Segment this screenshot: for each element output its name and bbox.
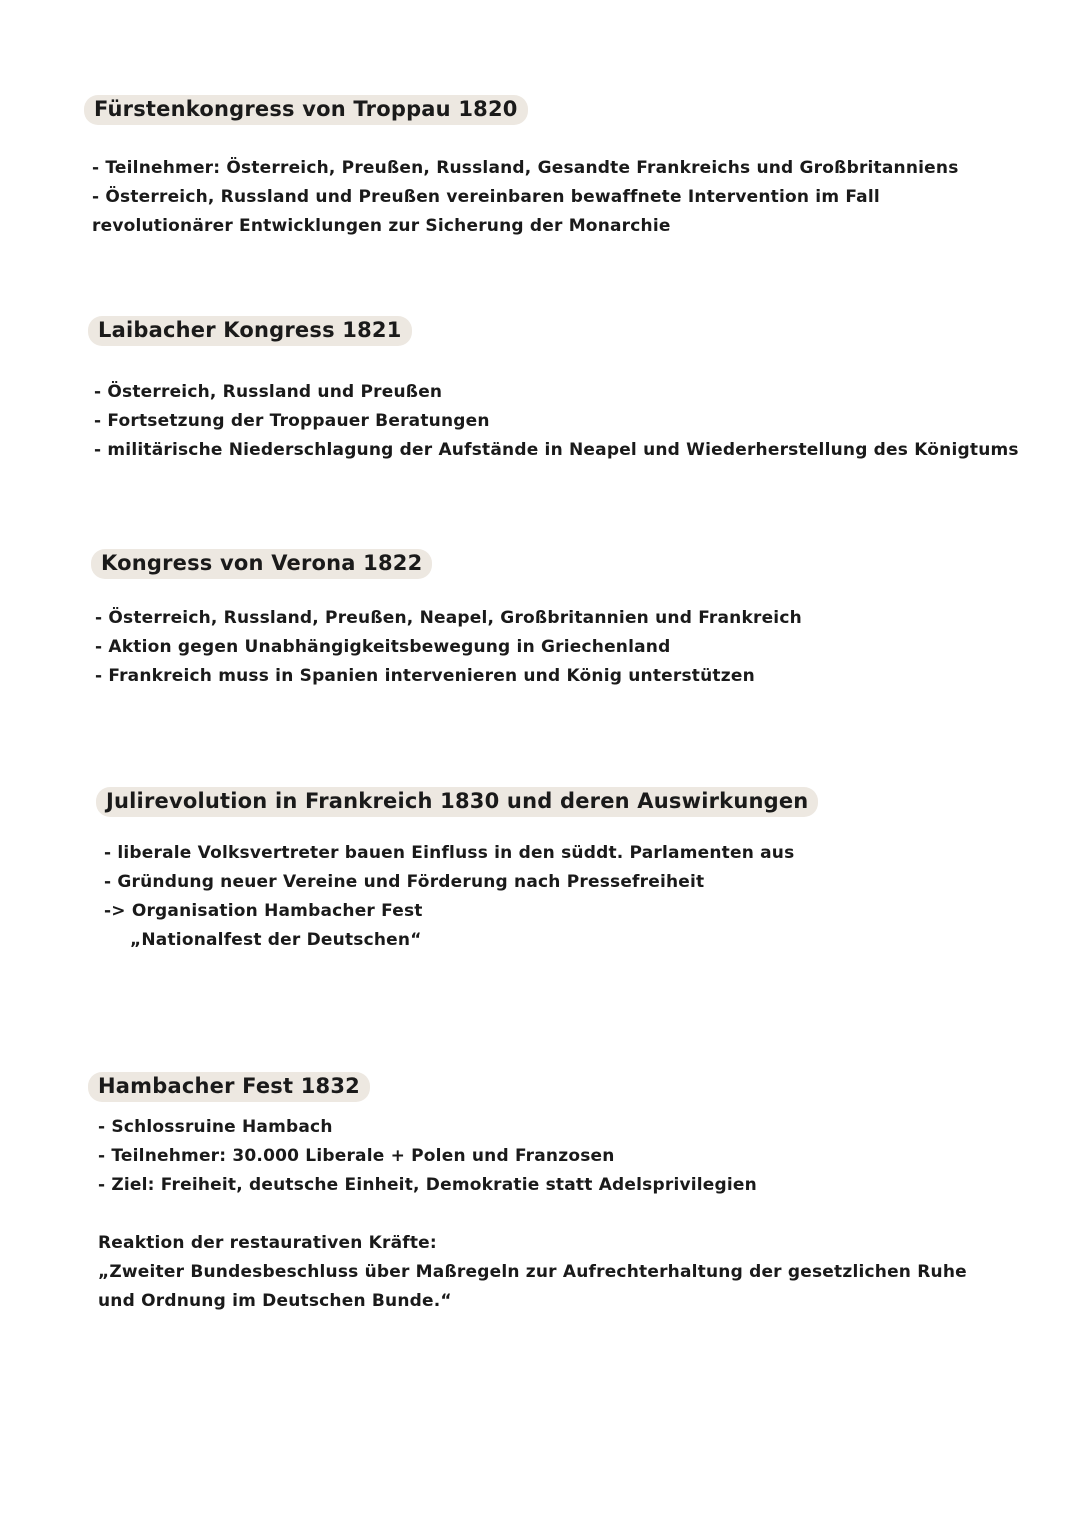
- bullet-item: - Frankreich muss in Spanien intervenieren und König unterstützen: [95, 666, 755, 686]
- bullet-item: - Österreich, Russland, Preußen, Neapel, Großbritannien und Frankreich: [95, 608, 802, 628]
- heading-troppau: Fürstenkongress von Troppau 1820: [84, 95, 528, 125]
- bullet-item: - Schlossruine Hambach: [98, 1117, 333, 1137]
- section-laibach-body: [94, 378, 1019, 465]
- quote-item: „Nationalfest der Deutschen“: [130, 930, 422, 950]
- reaction-quote: „Zweiter Bundesbeschluss über Maßregeln zur Aufrechterhaltung der gesetzlichen Ruhe und Ordnung im Deutschen Bunde.“: [98, 1262, 967, 1311]
- arrow-item: -> Organisation Hambacher Fest: [104, 901, 423, 921]
- bullet-item: - Aktion gegen Unabhängigkeitsbewegung in Griechenland: [95, 637, 671, 657]
- bullet-item: - Ziel: Freiheit, deutsche Einheit, Demokratie statt Adelsprivilegien: [98, 1175, 757, 1195]
- spacer: [98, 1200, 978, 1229]
- section-hambach-body: [98, 1113, 978, 1316]
- heading-hambach: Hambacher Fest 1832: [88, 1072, 370, 1102]
- heading-julirevolution: Julirevolution in Frankreich 1830 und deren Auswirkungen: [96, 787, 818, 817]
- bullet-item: - Teilnehmer: Österreich, Preußen, Russland, Gesandte Frankreichs und Großbritanniens: [92, 158, 959, 178]
- section-verona-body: [95, 604, 995, 691]
- bullet-item: - Österreich, Russland und Preußen vereinbaren bewaffnete Intervention im Fall revolutionärer Entwicklungen zur Sicherung der Monarchie: [92, 187, 880, 236]
- heading-verona: Kongress von Verona 1822: [91, 549, 432, 579]
- section-julirevolution-body: [104, 839, 1004, 955]
- heading-laibach: Laibacher Kongress 1821: [88, 316, 412, 346]
- bullet-item: - Teilnehmer: 30.000 Liberale + Polen und Franzosen: [98, 1146, 615, 1166]
- bullet-item: - liberale Volksvertreter bauen Einfluss in den süddt. Parlamenten aus: [104, 843, 795, 863]
- section-troppau-body: [92, 154, 992, 241]
- bullet-item: - militärische Niederschlagung der Aufstände in Neapel und Wiederherstellung des Königtums: [94, 440, 1019, 460]
- bullet-item: - Österreich, Russland und Preußen: [94, 382, 443, 402]
- reaction-label: Reaktion der restaurativen Kräfte:: [98, 1233, 437, 1253]
- bullet-item: - Fortsetzung der Troppauer Beratungen: [94, 411, 490, 431]
- bullet-item: - Gründung neuer Vereine und Förderung nach Pressefreiheit: [104, 872, 705, 892]
